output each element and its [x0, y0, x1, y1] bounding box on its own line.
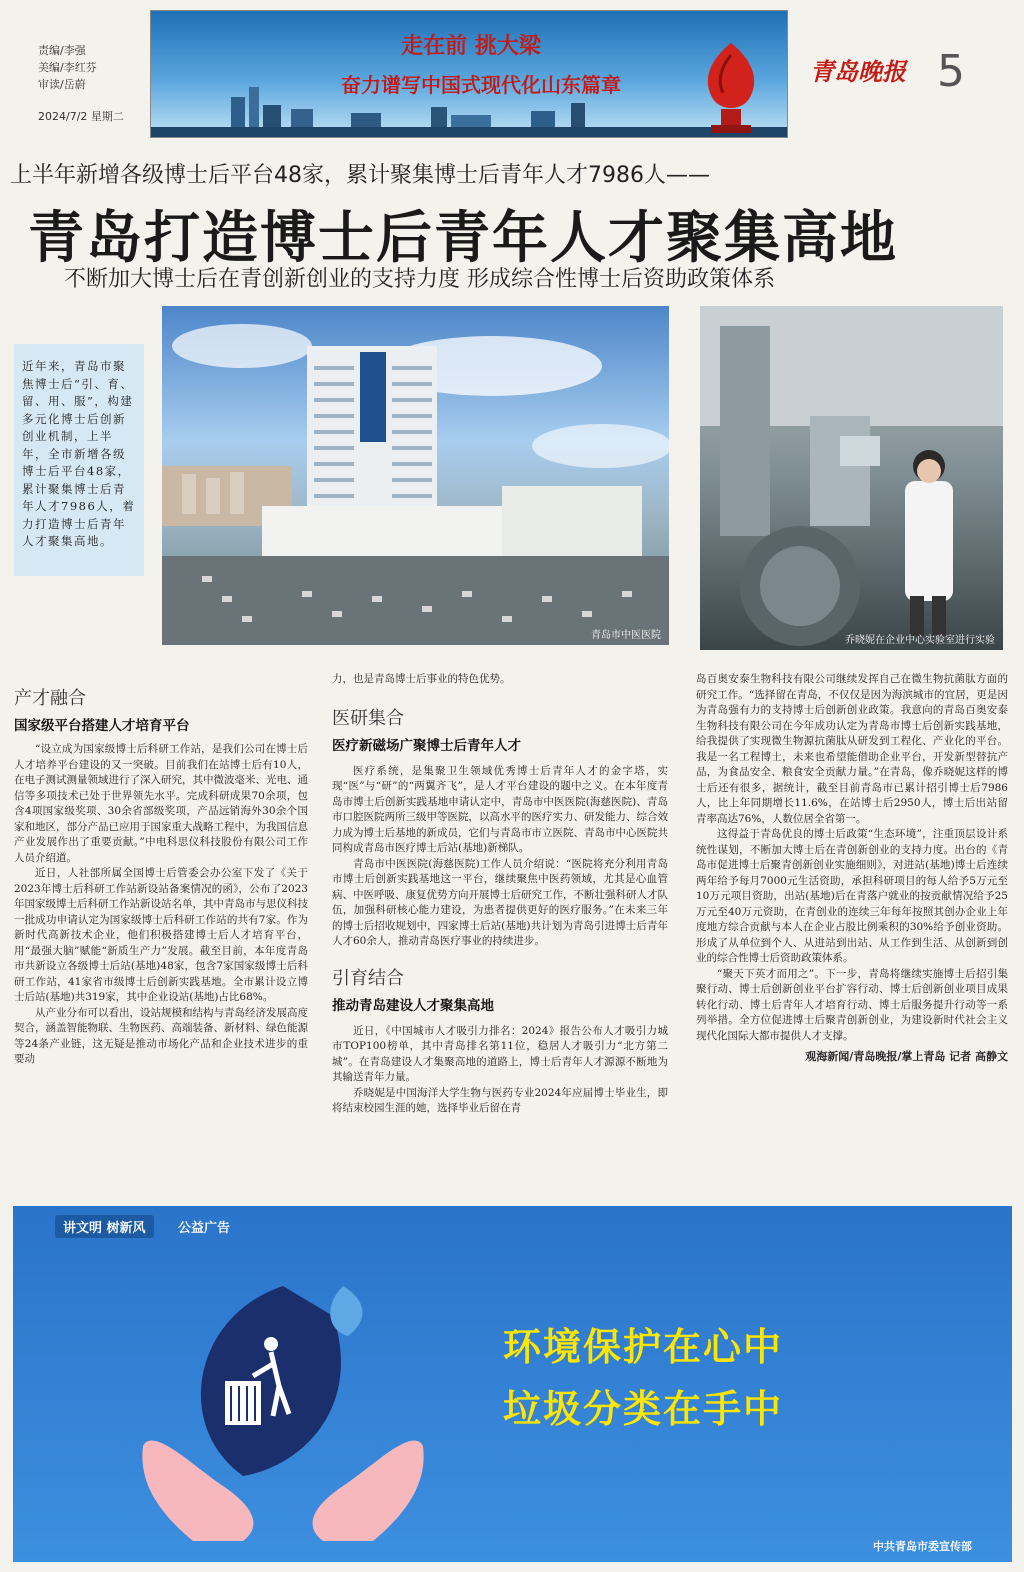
- paragraph: 岛百奥安泰生物科技有限公司继续发挥自己在微生物抗菌肽方面的研究工作。“选择留在青岛，不仅仅是因为海滨城市的宜居，更是因为青岛强有力的支持博士后创新创业政策。我意向的青岛百奥安泰生物科技有限公司在今年成功认定为青岛市博士后创新实践基地，给我提供了实现微生物源抗菌肽从研发到工程化、产业化的平台。我是一名工程博士，未来也希望能借助企业平台，开发新型替抗产品，为食品安全、粮食安全贡献力量。”在青岛，像乔晓妮这样的博士后还有很多，据统计，截至目前青岛市已累计招引博士后7986人，比上年同期增长11.6%，在站博士后2950人，博士后出站留青率高达76%，人数位居全省第一。: [696, 673, 1008, 825]
- editor-credits: [38, 42, 97, 93]
- issue-date: 2024/7/2 星期二: [38, 110, 124, 123]
- credit-designer: 美编/李红芬: [38, 61, 97, 74]
- paragraph: 力，也是青岛博士后事业的特色优势。: [332, 673, 511, 685]
- article-column-1: [14, 684, 308, 1068]
- paragraph: “聚天下英才而用之”。下一步，青岛将继续实施博士后招引集聚行动、博士后创新创业平台扩容行动、博士后创新创业项目成果转化行动、博士后青年人才培育行动、博士后服务提升行动等一系列举措。全方位促进博士后聚青创新创业，为建设新时代社会主义现代化国际大都市提供人才支撑。: [696, 967, 1008, 1042]
- ad-tag-civility: 讲文明 树新风: [55, 1215, 154, 1238]
- article-byline: 观海新闻/青岛晚报/掌上青岛 记者 高静文: [805, 1050, 1008, 1063]
- section-subtitle-industry: 国家级平台搭建人才培育平台: [14, 718, 190, 734]
- photo1-caption: 青岛市中医医院: [591, 630, 661, 641]
- column-2-body-1: [332, 764, 668, 950]
- page-number: 5: [937, 46, 965, 97]
- lab-researcher-illustration: [700, 306, 1003, 650]
- public-service-ad: [13, 1206, 1012, 1562]
- section-title-medical: 医研集合: [332, 707, 404, 729]
- ad-tag-public: 公益广告: [178, 1221, 231, 1236]
- photo2-caption: 乔晓妮在企业中心实验室进行实验: [845, 635, 995, 646]
- banner-slogan-line1: 走在前 挑大梁: [401, 34, 541, 59]
- newspaper-logo: 青岛晚报: [810, 57, 906, 86]
- column-1-body: [14, 742, 308, 1068]
- credit-reviewer: 审读/岳蔚: [38, 78, 86, 91]
- paragraph: 青岛市中医医院(海慈医院)工作人员介绍说：“医院将充分利用青岛市博士后创新实践基地这一平台，继续聚焦中医药领域，尤其是心血管病、中医呼吸、康复优势方向开展博士后研究工作，不断壮强科研人才队伍，加强科研核心能力建设，为患者提供更好的医疗服务。”在未来三年的博士后招收规划中，四家博士后站(基地)共计划为青岛引进博士后青年人才60余人，推动青岛医疗事业的持续进步。: [332, 857, 668, 947]
- paragraph: “设立成为国家级博士后科研工作站，是我们公司在博士后人才培养平台建设的又一突破。目前我们在站博士后有10人，在电子测试测量领域进行了深入研究，其中微波毫米、光电、通信等多项技术已处于世界领先水平。完成科研成果70余项，包含4项国家级奖项、30余省部级奖项，产品远销海外30余个国家和地区，部分产品已应用于国家重大战略工程中，为我国信息产业发展作出了重要贡献。”中电科思仪科技股份有限公司工作人员介绍道。: [14, 743, 308, 864]
- paragraph: 医疗系统，是集聚卫生领域优秀博士后青年人才的金字塔，实现“医”与“研”的“两翼齐飞”，是人才平台建设的题中之义。在本年度青岛市博士后创新实践基地申请认定中，青岛市中医医院(海慈医院)、青岛市口腔医院两所三级甲等医院，以高水平的医疗实力、研发能力、综合效力成为博士后基地的新成员，它们与青岛市市立医院、青岛市中心医院共同构成青岛市医疗博士后站(基地)新梯队。: [332, 764, 668, 854]
- main-headline: 青岛打造博士后青年人才聚集高地: [28, 206, 898, 271]
- lab-photo: [700, 306, 1003, 650]
- top-banner: [150, 10, 788, 138]
- section-subtitle-talent: 推动青岛建设人才聚集高地: [332, 997, 494, 1014]
- credit-editor: 责编/李强: [38, 44, 86, 57]
- sub-headline: 不断加大博士后在青创新创业的支持力度 形成综合性博士后资助政策体系: [64, 267, 775, 292]
- ad-sponsor: 中共青岛市委宣传部: [873, 1540, 972, 1553]
- paragraph: 近日，人社部所属全国博士后管委会办公室下发了《关于2023年博士后科研工作站新设站备案情况的函》，公布了2023年国家级博士后科研工作站新设站名单，其中青岛市与思仪科技一批成功申请认定为国家级博士后科研工作站的共有7家。作为新时代高新技术企业，他们积极搭建博士后人才培育平台，用“最强大脑”赋能“新质生产力”发展。截至目前，本年度青岛市共新设立各级博士后站(基地)48家，包含7家国家级博士后科研工作站，41家省市级博士后创新实践基地。全市累计设立博士后站(基地)共319家，其中企业设站(基地)占比68%。: [14, 867, 308, 1003]
- headline-kicker: 上半年新增各级博士后平台48家，累计聚集博士后青年人才7986人——: [10, 163, 710, 188]
- article-column-2: [332, 672, 668, 1117]
- column-2-body-2: [332, 1024, 668, 1117]
- hospital-photo: [162, 306, 669, 645]
- paragraph: 近日，《中国城市人才吸引力排名：2024》报告公布人才吸引力城市TOP100榜单，其中青岛排名第11位，稳居人才吸引力“北方第二城”。在青岛建设人才集聚高地的道路上，博士后青年人才源源不断地为其输送青年力量。: [332, 1024, 668, 1083]
- article-column-3: [696, 672, 1008, 1064]
- paragraph: 乔晓妮是中国海洋大学生物与医药专业2024年应届博士毕业生，即将结束校园生涯的她，选择毕业后留在青: [332, 1086, 668, 1114]
- recycling-hands-icon: [133, 1276, 433, 1556]
- hospital-building-illustration: [162, 306, 669, 645]
- section-subtitle-medical: 医疗新磁场广聚博士后青年人才: [332, 737, 521, 754]
- paragraph: 这得益于青岛优良的博士后政策“生态环境”，注重顶层设计系统性谋划，不断加大博士后在青创新创业的支持力度。出台的《青岛市促进博士后聚青创新创业实施细则》，对进站(基地)博士后连续两年给予每月7000元生活资助，承担科研项目的每人给予5万元至10万元项目资助，出站(基地)后在青落户就业的按贡献情况给予25万元至40万元资助，在青创业的连续三年每年按照其创办企业上年度地方综合贡献与本人在企业占股比例乘积的30%给予创业资助。形成了从单位到个人、从进站到出站、从工作到生活、从创新到创业的综合性博士后资助政策体系。: [696, 828, 1008, 964]
- banner-slogan-line2: 奋力谱写中国式现代化山东篇章: [341, 73, 621, 97]
- paragraph: 从产业分布可以看出，设站规模和结构与青岛经济发展高度契合，涵盖智能物联、生物医药、高端装备、新材料、绿色能源等24条产业链，这无疑是推动市场化产品和企业技术进步的重要动: [14, 1006, 308, 1065]
- lead-summary: 近年来，青岛市聚焦博士后“引、育、留、用、服”，构建多元化博士后创新创业机制，上半年，全市新增各级博士后平台48家，累计聚集博士后青年人才7986人，着力打造博士后青年人才聚集高地。: [14, 344, 144, 576]
- ad-slogan-line1: 环境保护在心中: [503, 1325, 784, 1369]
- column-2-intro: [332, 672, 668, 688]
- column-3-body: [696, 672, 1008, 1044]
- section-title-industry: 产才融合: [14, 688, 86, 709]
- ad-slogan-line2: 垃圾分类在手中: [503, 1387, 784, 1431]
- section-title-talent: 引育结合: [332, 967, 404, 989]
